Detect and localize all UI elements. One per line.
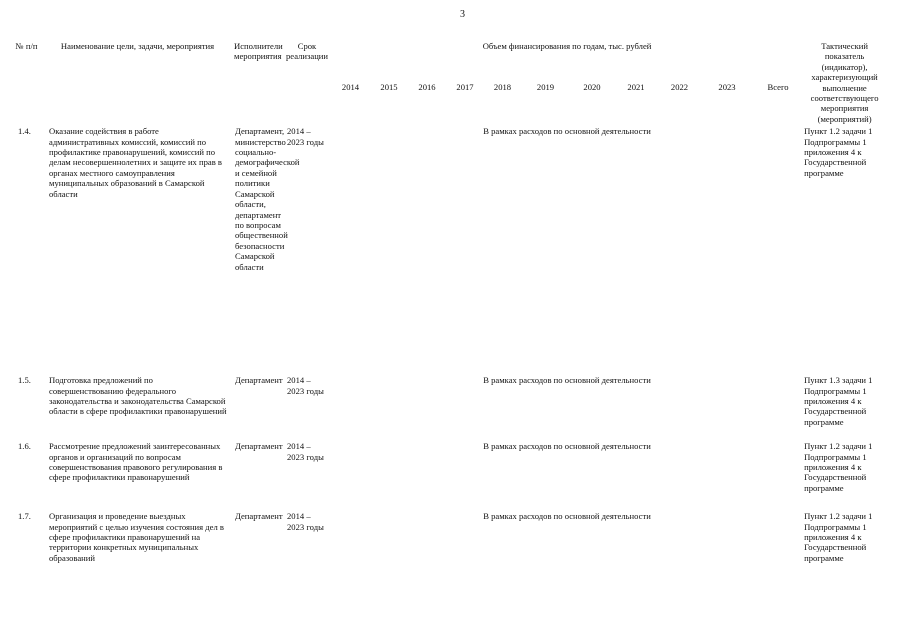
row-funding: В рамках расходов по основной деятельности bbox=[483, 375, 651, 386]
header-year: 2015 bbox=[380, 82, 398, 93]
row-term: 2014 – 2023 годы bbox=[287, 126, 324, 147]
row-indicator: Пункт 1.3 задачи 1 Подпрограммы 1 приложения 4 к Государственной программе bbox=[804, 375, 873, 427]
row-funding: В рамках расходов по основной деятельности bbox=[483, 126, 651, 137]
row-indicator: Пункт 1.2 задачи 1 Подпрограммы 1 приложения 4 к Государственной программе bbox=[804, 126, 873, 178]
row-name: Оказание содействия в работе административных комиссий, комиссий по профилактике правонарушений, комиссий по делам несовершеннолетних и защите их прав в органах местного самоуправления муниципальных образований в Самарской области bbox=[49, 126, 222, 199]
row-executor: Департамент bbox=[235, 375, 283, 386]
header-year: 2021 bbox=[627, 82, 645, 93]
header-year: 2016 bbox=[418, 82, 436, 93]
row-funding: В рамках расходов по основной деятельности bbox=[483, 441, 651, 452]
row-term: 2014 – 2023 годы bbox=[287, 441, 324, 462]
row-number: 1.5. bbox=[18, 375, 31, 386]
row-executor: Департамент, министерство социально-демографической и семейной политики Самарской области, департамент по вопросам общественной безопасности Самарской области bbox=[235, 126, 300, 272]
header-term: Срок реализации bbox=[286, 41, 328, 62]
row-executor: Департамент bbox=[235, 511, 283, 522]
row-term: 2014 – 2023 годы bbox=[287, 375, 324, 396]
header-year: 2018 bbox=[493, 82, 512, 93]
table-row bbox=[10, 374, 886, 440]
row-number: 1.4. bbox=[18, 126, 31, 137]
row-indicator: Пункт 1.2 задачи 1 Подпрограммы 1 приложения 4 к Государственной программе bbox=[804, 441, 873, 493]
header-year: 2020 bbox=[583, 82, 601, 93]
row-term: 2014 – 2023 годы bbox=[287, 511, 324, 532]
header-indicator: Тактический показатель (индикатор), характеризующий выполнение соответствующего мероприятия (мероприятий) bbox=[810, 41, 879, 124]
header-year: 2017 bbox=[456, 82, 474, 93]
row-indicator: Пункт 1.2 задачи 1 Подпрограммы 1 приложения 4 к Государственной программе bbox=[804, 511, 873, 563]
financing-plan-table bbox=[10, 40, 886, 571]
header-name: Наименование цели, задачи, мероприятия bbox=[60, 41, 215, 51]
header-year: 2014 bbox=[341, 82, 360, 93]
header-year: 2019 bbox=[536, 82, 555, 93]
header-year: 2022 bbox=[670, 82, 689, 93]
header-num: № п/п bbox=[15, 41, 38, 51]
table-row bbox=[10, 440, 886, 510]
header-row bbox=[10, 40, 886, 82]
row-name: Рассмотрение предложений заинтересованных органов и организаций по вопросам совершенствования правового регулирования в сфере профилактики правонарушений bbox=[49, 441, 223, 483]
row-name: Организация и проведение выездных мероприятий с целью изучения состояния дел в сфере профилактики правонарушений на территории конкретных муниципальных образований bbox=[49, 511, 224, 563]
row-funding: В рамках расходов по основной деятельности bbox=[483, 511, 651, 522]
row-executor: Департамент bbox=[235, 441, 283, 452]
header-executors: Исполнители мероприятия bbox=[234, 41, 283, 62]
table-row bbox=[10, 125, 886, 374]
header-total: Всего bbox=[767, 82, 789, 93]
page-number: 3 bbox=[460, 9, 465, 20]
row-name: Подготовка предложений по совершенствованию федерального законодательства и законодательства Самарской области в сфере профилактики правонарушений bbox=[49, 375, 227, 417]
row-number: 1.7. bbox=[18, 511, 31, 522]
row-number: 1.6. bbox=[18, 441, 31, 452]
table-row bbox=[10, 510, 886, 571]
header-year: 2023 bbox=[718, 82, 736, 93]
header-funding: Объем финансирования по годам, тыс. рублей bbox=[482, 41, 652, 51]
